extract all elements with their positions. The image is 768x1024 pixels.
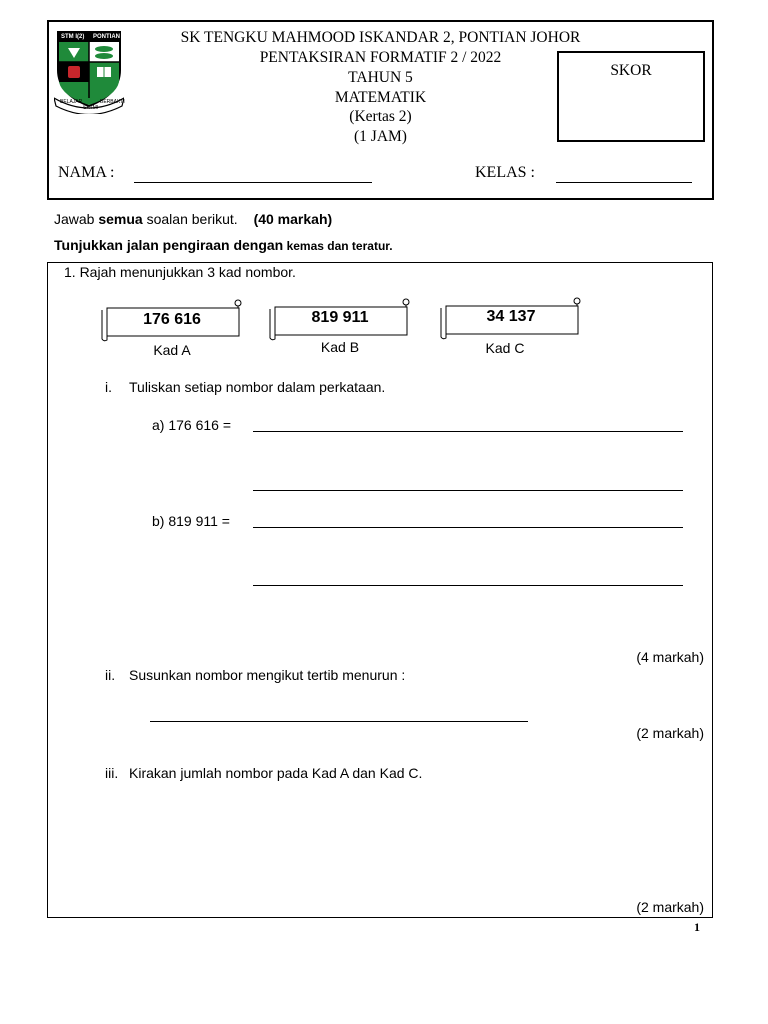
paper-label: (Kertas 2): [349, 108, 412, 125]
part-i-marks: (4 markah): [636, 649, 704, 665]
name-answer-line[interactable]: [134, 182, 372, 183]
part-iii-text: Kirakan jumlah nombor pada Kad A dan Kad C.: [129, 765, 423, 781]
part-ii-numeral: ii.: [105, 667, 116, 683]
part-i-a-label: a) 176 616 =: [152, 417, 232, 433]
subject-label: MATEMATIK: [334, 89, 427, 106]
class-answer-line[interactable]: [556, 182, 692, 183]
card-b-value: 819 911: [311, 309, 369, 326]
instruction-line-2: Tunjukkan jalan pengiraan dengan kemas dan teratur.: [54, 237, 393, 253]
number-card-a: [101, 298, 243, 358]
card-b-label: Kad B: [320, 339, 360, 355]
duration-label: (1 JAM): [354, 128, 407, 145]
part-i-b-label: b) 819 911 =: [152, 513, 230, 529]
score-label: SKOR: [610, 62, 652, 79]
part-ii-text: Susunkan nombor mengikut tertib menurun :: [129, 667, 406, 683]
part-iii-working-area[interactable]: [129, 790, 689, 890]
part-iii-numeral: iii.: [105, 765, 119, 781]
part-i-a-answer-line-1[interactable]: [253, 431, 683, 432]
total-marks: (40 markah): [253, 211, 333, 227]
crest-ribbon-left: BELAJAR: [60, 99, 83, 105]
name-label: NAMA :: [58, 164, 115, 181]
instruction-line-1: Jawab semua soalan berikut. (40 markah): [54, 211, 333, 227]
crest-text-left: STM I(2): [61, 34, 85, 40]
part-i-numeral: i.: [105, 379, 112, 395]
crest-ribbon-right: BERBAKTI: [100, 99, 125, 105]
crest-ribbon-mid: SKTMI: [83, 105, 99, 111]
crest-text-right: PONTIAN: [93, 34, 120, 40]
card-a-label: Kad A: [153, 342, 191, 358]
card-a-value: 176 616: [143, 311, 201, 328]
part-ii-marks: (2 markah): [636, 725, 704, 741]
number-card-b: [269, 297, 411, 355]
part-ii-answer-line[interactable]: [150, 721, 528, 722]
card-c-label: Kad C: [485, 340, 525, 356]
card-c-value: 34 137: [486, 308, 536, 325]
school-name: SK TENGKU MAHMOOD ISKANDAR 2, PONTIAN JOHOR: [180, 29, 581, 46]
school-crest-icon: [54, 28, 124, 114]
page-number: 1: [694, 920, 700, 934]
number-card-c: [440, 296, 582, 356]
part-i-b-answer-line-2[interactable]: [253, 585, 683, 586]
part-i-a-answer-line-2[interactable]: [253, 490, 683, 491]
class-label: KELAS :: [475, 164, 535, 181]
part-i-text: Tuliskan setiap nombor dalam perkataan.: [129, 379, 386, 395]
part-i-b-answer-line-1[interactable]: [253, 527, 683, 528]
score-box: [557, 51, 705, 142]
question-1-intro: 1. Rajah menunjukkan 3 kad nombor.: [64, 264, 296, 280]
exam-title: PENTAKSIRAN FORMATIF 2 / 2022: [259, 49, 502, 66]
year-label: TAHUN 5: [348, 69, 413, 86]
part-iii-marks: (2 markah): [636, 899, 704, 915]
